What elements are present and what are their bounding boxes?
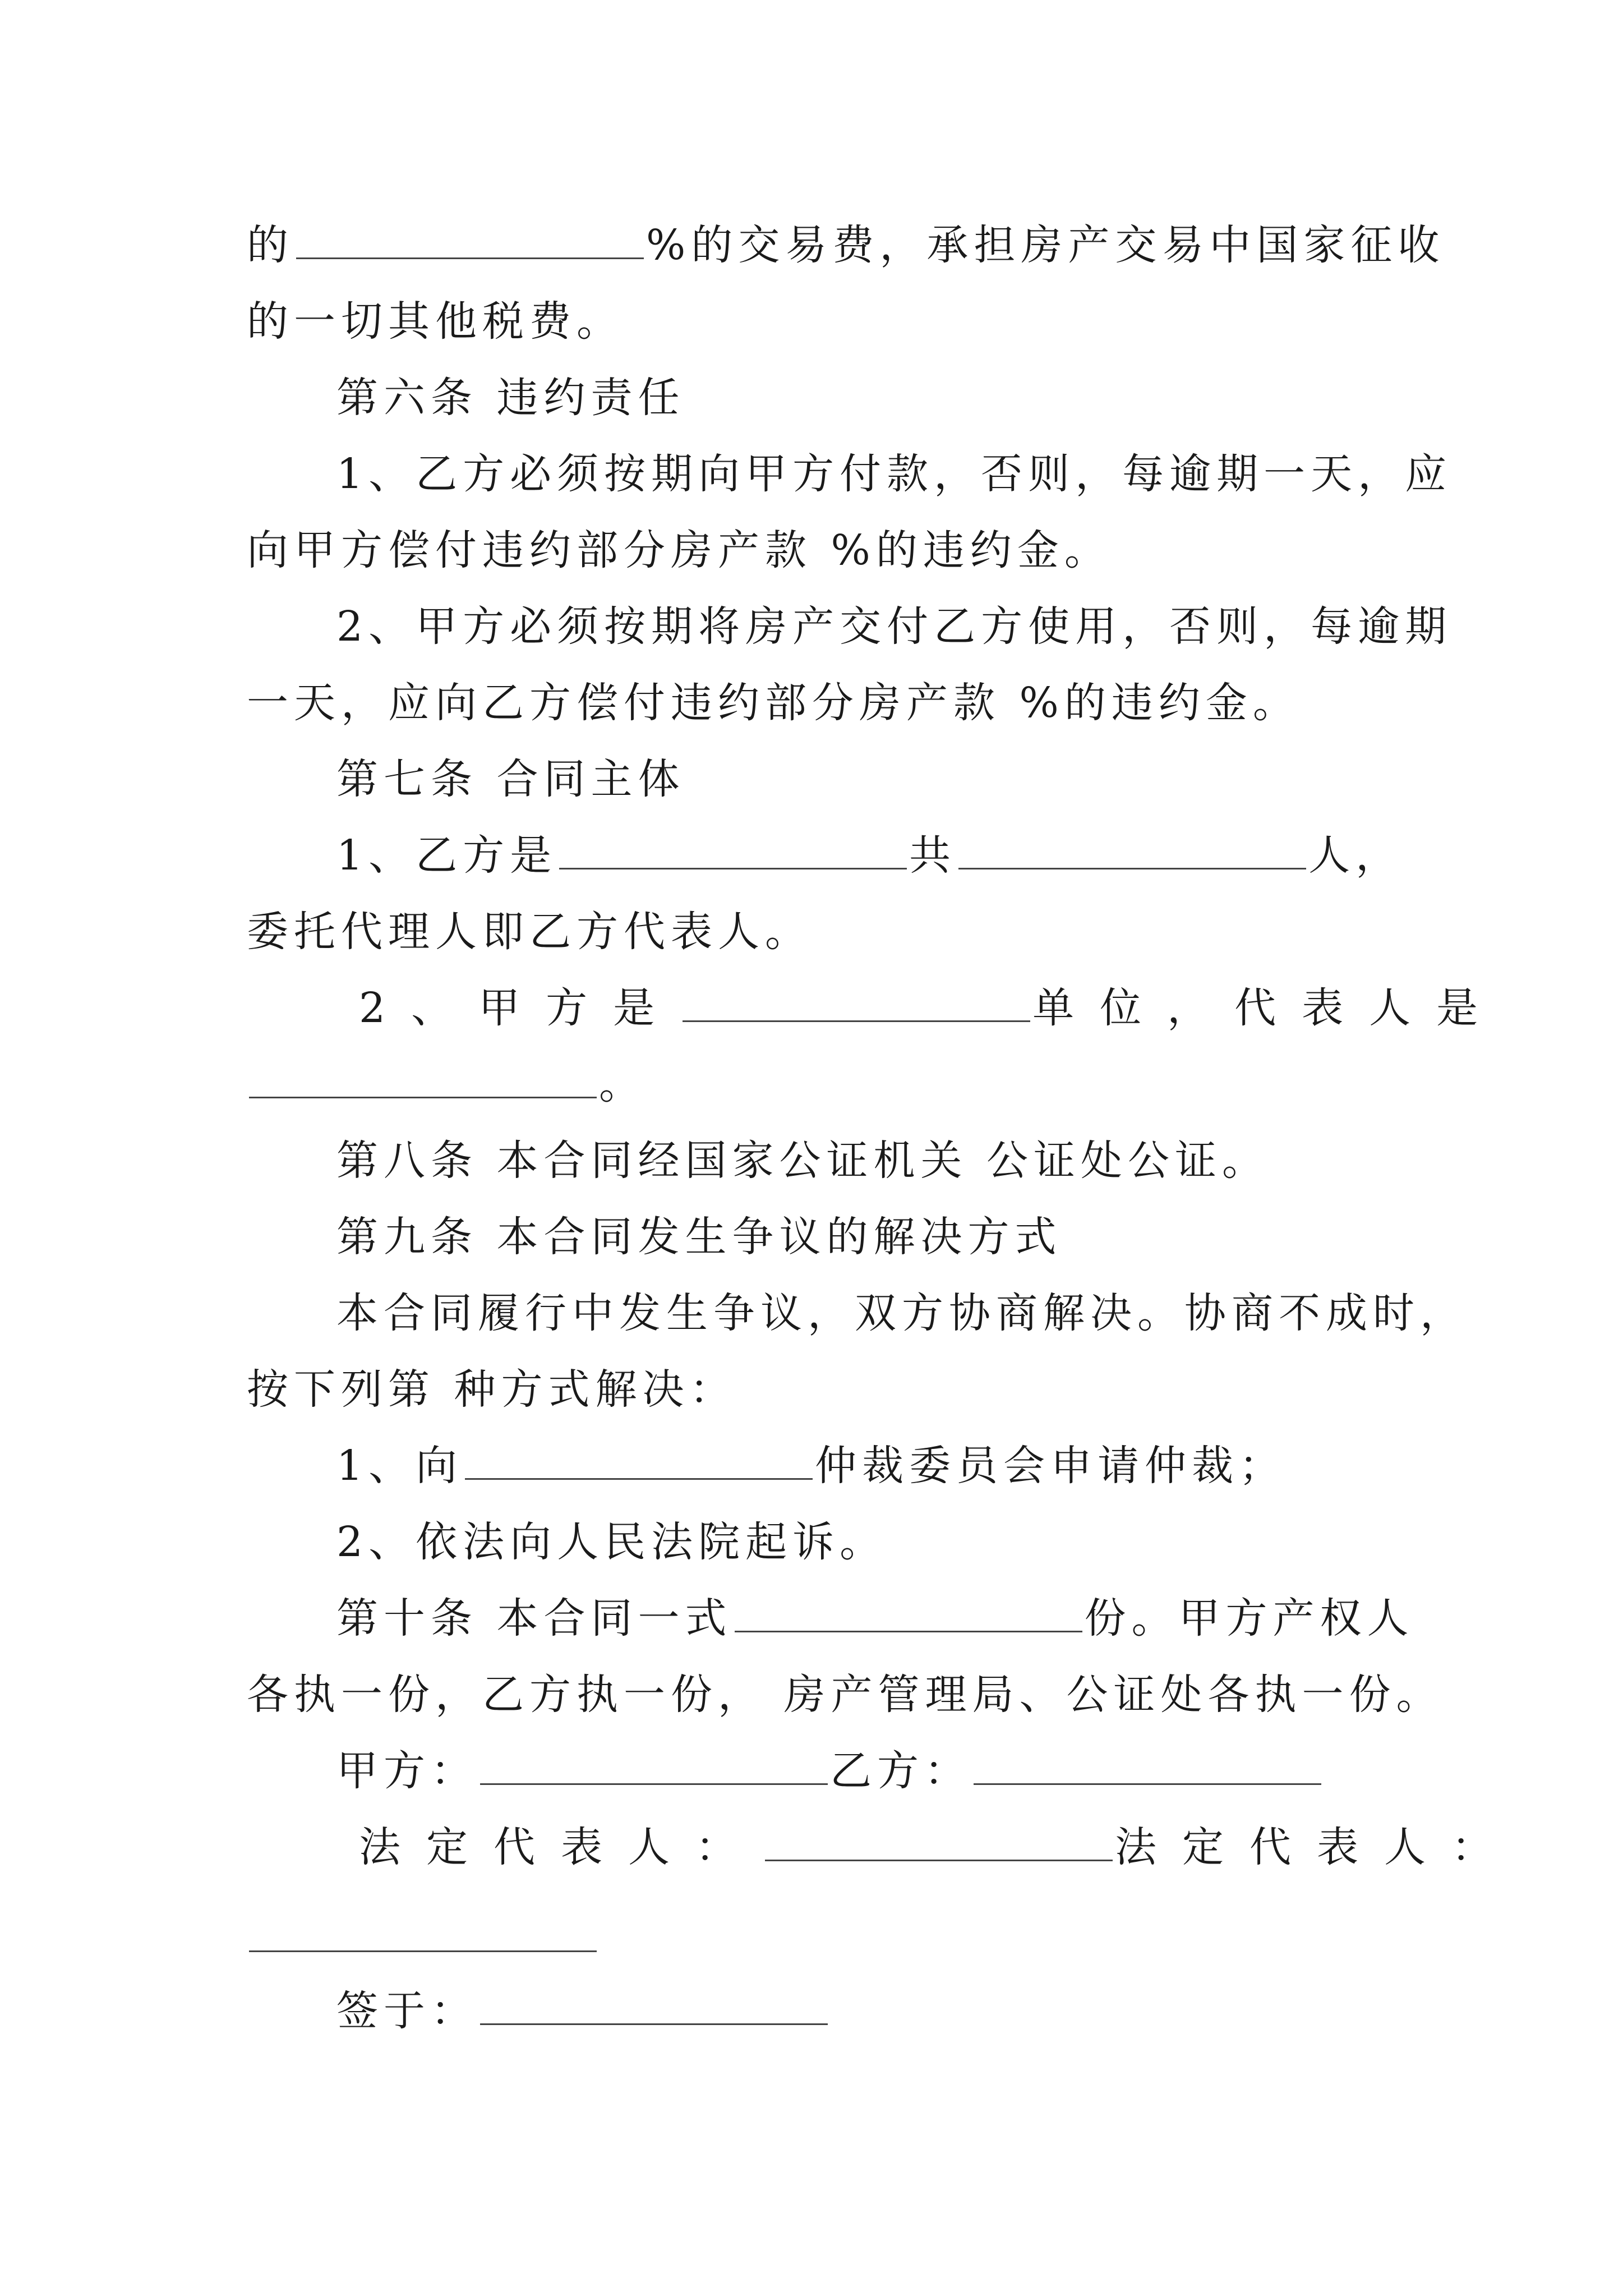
article-heading: 第七条 合同主体 — [336, 755, 685, 803]
blank-field — [958, 833, 1306, 869]
text-segment: 。 — [599, 1060, 646, 1108]
text-line: 1、乙方必须按期向甲方付款，否则，每逾期一天，应 — [336, 450, 1453, 498]
text-line — [336, 830, 1403, 881]
text-line: 各执一份，乙方执一份， 房产管理局、公证处各执一份。 — [247, 1671, 1444, 1719]
text-line: 向甲方偿付违约部分房产款 %的违约金。 — [247, 526, 1112, 574]
blank-field — [480, 1749, 828, 1785]
text-segment: 签于： — [336, 1987, 478, 2035]
text-line — [247, 1059, 646, 1110]
text-line: 按下列第 种方式解决： — [247, 1365, 737, 1414]
blank-field — [465, 1443, 813, 1480]
text-segment: 甲方： — [336, 1747, 478, 1795]
text-line: 2、依法向人民法院起诉。 — [336, 1518, 887, 1566]
text-line — [359, 983, 1504, 1033]
text-segment: 法定代表人： — [359, 1823, 763, 1871]
text-segment: 1、乙方是 — [336, 831, 557, 880]
article-heading: 第八条 本合同经国家公证机关 公证处公证。 — [336, 1137, 1270, 1185]
text-segment: 的 — [247, 221, 294, 269]
text-line — [247, 220, 1445, 270]
legal-representative-line — [359, 1822, 1519, 1872]
signature-party-line — [336, 1746, 1324, 1796]
blank-field — [249, 1062, 597, 1098]
text-line: 的一切其他税费。 — [247, 297, 624, 346]
signed-at-line — [336, 1986, 830, 2036]
text-segment: 共 — [909, 831, 957, 880]
text-line: 一天，应向乙方偿付违约部分房产款 %的违约金。 — [247, 679, 1300, 727]
blank-field — [683, 986, 1030, 1022]
blank-field — [249, 1916, 597, 1952]
blank-field — [974, 1749, 1321, 1785]
article-heading — [336, 1593, 1414, 1644]
blank-field — [559, 833, 907, 869]
text-line: 委托代理人即乙方代表人。 — [247, 908, 812, 956]
text-segment: 份。甲方产权人 — [1084, 1594, 1414, 1642]
text-line — [336, 1441, 1286, 1491]
text-segment: 乙方： — [830, 1747, 971, 1795]
text-line — [247, 1913, 599, 1963]
text-line: 本合同履行中发生争议，双方协商解决。协商不成时， — [336, 1289, 1467, 1337]
text-segment: 人， — [1308, 831, 1403, 880]
blank-field — [480, 1989, 828, 2025]
text-segment: 法定代表人： — [1115, 1823, 1519, 1871]
text-segment: 2、甲方是 — [359, 984, 681, 1032]
blank-field — [765, 1825, 1113, 1861]
text-segment: 单位，代表人是 — [1032, 984, 1504, 1032]
article-heading: 第九条 本合同发生争议的解决方式 — [336, 1213, 1062, 1261]
article-heading: 第六条 违约责任 — [336, 374, 685, 422]
text-line: 2、甲方必须按期将房产交付乙方使用，否则，每逾期 — [336, 602, 1453, 651]
blank-field — [735, 1596, 1082, 1632]
text-segment: 1、向 — [336, 1442, 463, 1490]
blank-field — [296, 223, 644, 259]
text-segment: 第十条 本合同一式 — [336, 1594, 732, 1642]
text-segment: 仲裁委员会申请仲裁； — [815, 1442, 1287, 1490]
text-segment: %的交易费，承担房产交易中国家征收 — [646, 221, 1445, 269]
